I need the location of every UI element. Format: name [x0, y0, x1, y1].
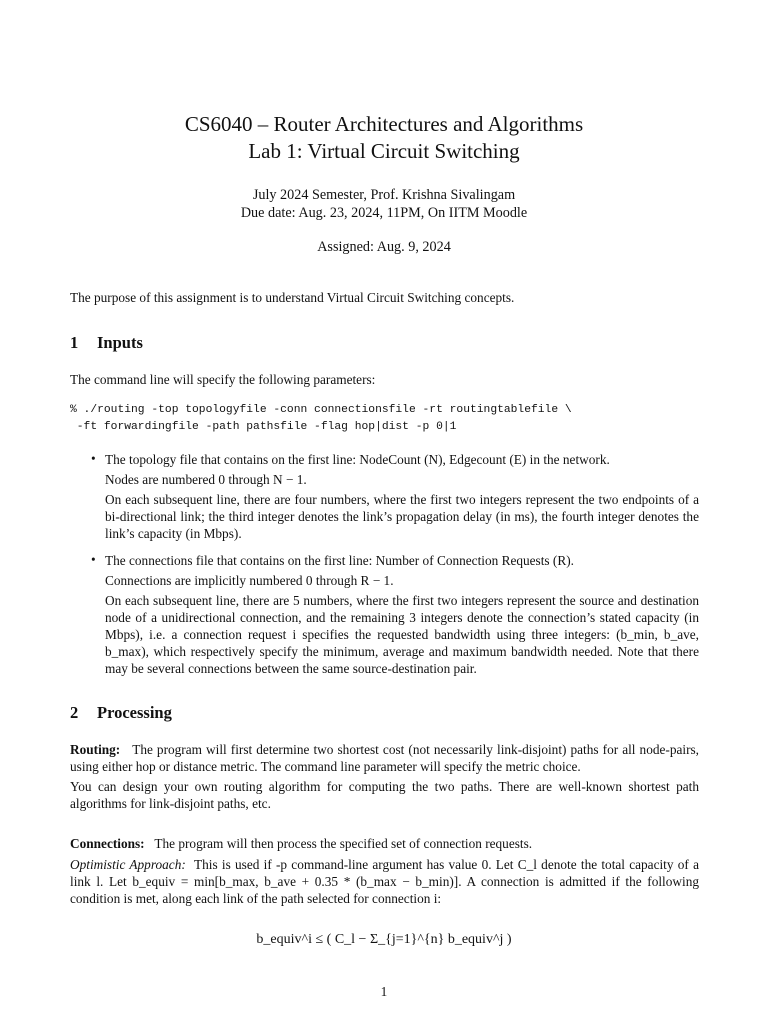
- routing-paragraph-2: You can design your own routing algorithm for computing the two paths. There are well-known shortest path algorithms for link-disjoint paths, etc.: [70, 779, 699, 811]
- command-line-2: -ft forwardingfile -path pathsfile -flag hop|dist -p 0|1: [70, 421, 457, 433]
- connections-paragraph: [70, 835, 699, 852]
- section-1-heading: [70, 333, 143, 353]
- section-2-title: Processing: [97, 703, 172, 722]
- optimistic-label: Optimistic Approach:: [70, 857, 186, 872]
- paper-title-line1: CS6040 – Router Architectures and Algorithms: [184, 112, 584, 136]
- section-2-heading: [70, 703, 172, 723]
- bullet-marker: •: [91, 451, 96, 466]
- bullet2-line1: The connections file that contains on the first line: Number of Connection Requests (R).: [105, 553, 574, 568]
- section-2-number: 2: [70, 703, 79, 722]
- routing-paragraph: [70, 741, 699, 775]
- section-1-number: 1: [70, 333, 79, 352]
- semester-line: July 2024 Semester, Prof. Krishna Sivalingam: [252, 187, 516, 203]
- paper-title-line2: Lab 1: Virtual Circuit Switching: [248, 139, 520, 163]
- due-date-line: Due date: Aug. 23, 2024, 11PM, On IITM Moodle: [240, 205, 528, 221]
- admission-equation: b_equiv^i ≤ ( C_l − Σ_{j=1}^{n} b_equiv^j ): [256, 932, 512, 947]
- assigned-line: Assigned: Aug. 9, 2024: [317, 239, 451, 255]
- bullet-marker: •: [91, 552, 96, 567]
- section-1-lead: The command line will specify the following parameters:: [70, 372, 376, 387]
- command-line-1: % ./routing -top topologyfile -conn connectionsfile -rt routingtablefile \: [70, 404, 572, 416]
- connections-label: Connections:: [70, 836, 145, 851]
- routing-label: Routing:: [70, 742, 121, 757]
- bullet1-line2: Nodes are numbered 0 through N − 1.: [105, 472, 307, 487]
- page-number: 1: [380, 984, 388, 999]
- bullet2-line2: Connections are implicitly numbered 0 through R − 1.: [105, 573, 394, 588]
- routing-text: The program will first determine two shortest cost (not necessarily link-disjoint) paths for all node-pairs, using either hop or distance metric. The command line parameter will specify the metric choice.: [70, 742, 699, 774]
- bullet1-line3: On each subsequent line, there are four numbers, where the first two integers represent the two endpoints of a bi-directional link; the third integer denotes the link’s propagation delay (in ms), the fourth integer denotes the link’s capacity (in Mbps).: [105, 492, 699, 541]
- connections-text: The program will then process the specified set of connection requests.: [154, 836, 533, 851]
- optimistic-text: This is used if -p command-line argument has value 0. Let C_l denote the total capacity of a link l. Let b_equiv = min[b_max, b_ave + 0.35 * (b_max − b_min)]. A connection is admitted if the following condition is met, along each link of the path selected for connection i:: [70, 857, 699, 906]
- section-1-title: Inputs: [97, 333, 143, 352]
- intro-paragraph: The purpose of this assignment is to understand Virtual Circuit Switching concepts.: [70, 290, 515, 305]
- bullet2-line3: On each subsequent line, there are 5 numbers, where the first two integers represent the source and destination node of a unidirectional connection, and the remaining 3 integers denote the connection’s stated capacity (in Mbps), i.e. a connection request i specifies the requested bandwidth using three integers: (b_min, b_ave, b_max), which respectively specify the minimum, average and maximum bandwidth needed. Note that there may be several connections between the same source-destination pair.: [105, 593, 699, 676]
- optimistic-paragraph: [70, 856, 699, 907]
- bullet1-line1: The topology file that contains on the first line: NodeCount (N), Edgecount (E) in the network.: [105, 452, 610, 467]
